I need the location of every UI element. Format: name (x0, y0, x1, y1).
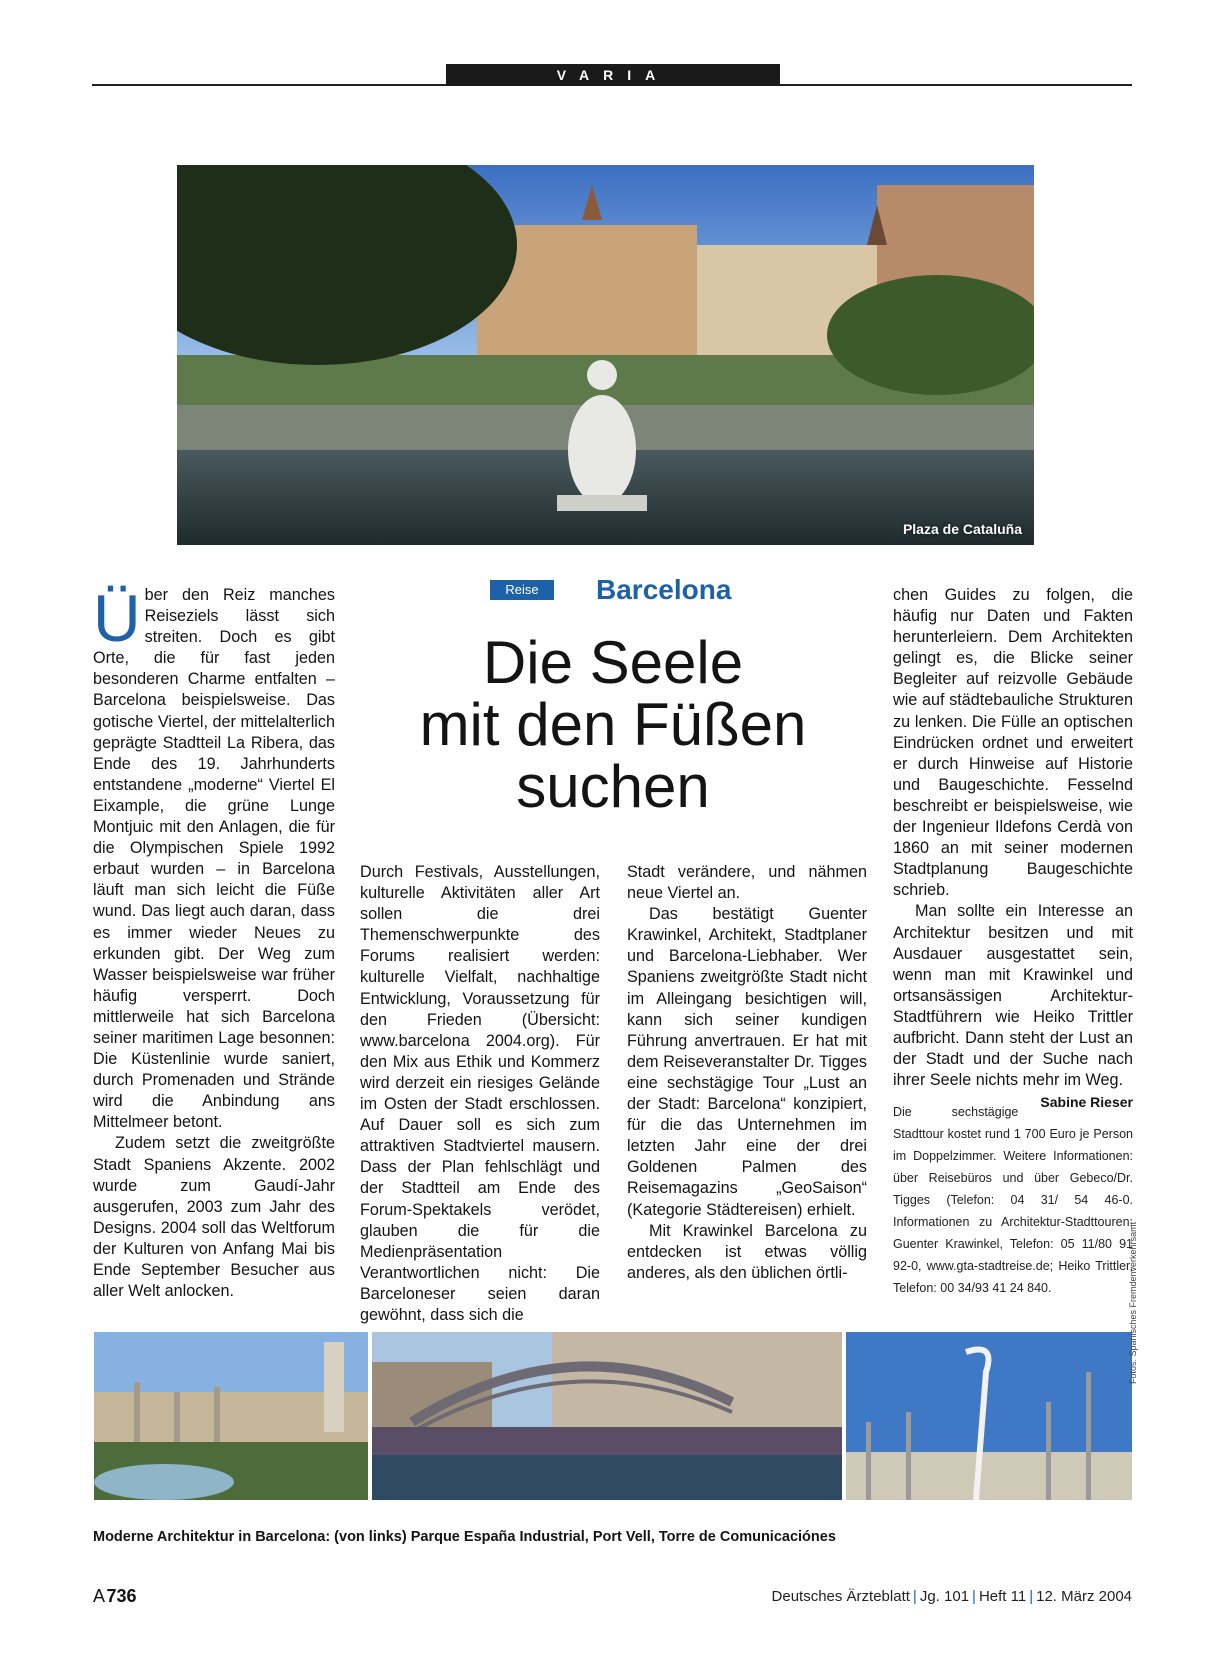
port-vell-illustration (372, 1332, 842, 1500)
paragraph: Mit Krawinkel Barcelona zu entdecken ist etwas völlig anderes, als den üblichen örtli- (627, 1221, 867, 1282)
article-column-3 (627, 862, 867, 1284)
page-prefix: A (93, 1586, 106, 1606)
journal-name: Deutsches Ärzteblatt (771, 1588, 910, 1605)
page-number (93, 1586, 137, 1607)
paragraph: chen Guides zu folgen, die häufig nur Daten und Fakten herunterleiern. Dem Architekten gelingt es, die Blicke seiner Begleiter auf reizvolle Gebäude wie auf städtebauliche Strukturen zu lenken. Die Fülle an optischen Eindrücken ordnet und erweitert er durch Hinweise auf Historie und Baugeschichte. Fesselnd beschreibt er beispielsweise, wie der Ingenieur Ildefons Cerdà von 1860 an mit seiner modernen Stadtplanung Baugeschichte schrieb. (893, 586, 1133, 900)
journal-issue: Heft 11 (978, 1588, 1027, 1605)
paragraph: Das bestätigt Guenter Krawinkel, Architekt, Stadtplaner und Barcelona-Liebhaber. Wer Spaniens zweitgrößte Stadt nicht im Alleingang besichtigen will, kann sich seiner kundigen Führung anvertrauen. Er hat mit dem Reiseveranstalter Dr. Tigges eine sechstägige Tour „Lust an der Stadt: Barcelona“ konzipiert, für die das Unternehmen im letzten Jahr eine der drei Goldenen Palmen des Reisemagazins „GeoSaison“ (Kategorie Städtereisen) erhielt. (627, 905, 867, 1219)
article-column-2 (360, 862, 600, 1326)
gallery-photo-torre (846, 1332, 1132, 1500)
torre-illustration (846, 1332, 1132, 1500)
headline (360, 629, 866, 820)
section-label: VARIA (446, 64, 780, 86)
article-column-4 (893, 585, 1133, 1299)
main-photo-caption: Plaza de Cataluña (902, 521, 1022, 537)
paragraph: ber den Reiz manches Reiseziels lässt sich streiten. Doch es gibt Orte, die für fast jeden besonderen Charme entfalten – Barcelona beispielsweise. Das gotische Viertel, der mittelalterlich geprägte Stadtteil La Ribera, das Ende des 19. Jahrhunderts entstandene „moderne“ Viertel El Eixample, die grüne Lunge Montjuic mit den Anlagen, die für die Olympischen Spiele 1992 erbaut wurden – in Barcelona läuft man sich leicht die Füße wund. Das liegt auch daran, dass es immer wieder Neues zu erkunden gibt. Der Weg zum Wasser beispielsweise war früher häufig versperrt. Doch mittlerweile hat sich Barcelona seiner maritimen Lage besonnen: Die Küstenlinie wurde saniert, durch Promenaden und Strände wird die Anbindung ans Mittelmeer betont. (93, 586, 335, 1132)
parque-illustration (94, 1332, 368, 1500)
headline-line: Die Seele (482, 629, 744, 696)
paragraph-text: Man sollte ein Interesse an Architektur besitzen und mit Ausdauer ausgestattet sein, wenn man mit Krawinkel und ortsansässigen Architektur-Stadtführern wie Heiko Trittler aufbricht. Dann steht der Lust an der Stadt und der Suche nach ihrer Seele nichts mehr im Weg. (893, 902, 1133, 1090)
headline-line: suchen (516, 753, 710, 820)
masthead: Deutsches Ärzteblatt | Jg. 101 | Heft 11 | 12. März 2004 (771, 1588, 1132, 1605)
journal-date: 12. März 2004 (1036, 1588, 1132, 1605)
info-box: Die sechstägige Stadttour kostet rund 1 700 Euro je Person im Doppelzimmer. Weitere Informationen: über Reisebüros und über Gebeco/Dr. Tigges (Telefon: 04 31/ 54 46-0. Informationen zu Architektur-Stadttouren: Guenter Krawinkel, Telefon: 05 11/80 91 92-0, www.gta-stadtreise.de; Heiko Trittler, Telefon: 00 34/93 41 24 840. (893, 1105, 1133, 1296)
photo-credit: Fotos: Spanisches Fremdenverkehrsamt (1128, 1221, 1138, 1384)
author-byline: Sabine Rieser (1040, 1094, 1133, 1111)
kicker-badge: Reise (490, 580, 554, 600)
paragraph: Stadt verändere, und nähmen neue Viertel an. (627, 863, 867, 903)
gallery-photo-port-vell (372, 1332, 842, 1500)
plaza-photo-illustration (177, 165, 1034, 545)
gallery-photo-parque (94, 1332, 368, 1500)
main-photo (177, 165, 1034, 545)
kicker-title: Barcelona (596, 574, 732, 605)
page-number-value: 736 (106, 1586, 137, 1606)
paragraph (893, 901, 1133, 1111)
headline-line: mit den Füßen (419, 691, 807, 758)
paragraph: Durch Festivals, Ausstellungen, kulturelle Aktivitäten aller Art sollen die drei Themenschwerpunkte des Forums realisiert werden: kulturelle Vielfalt, nachhaltige Entwicklung, Voraussetzung für den Frieden (Übersicht: www.barcelona 2004.org). Für den Mix aus Ethik und Kommerz wird derzeit ein riesiges Gelände im Osten der Stadt erschlossen. Auf Dauer soll es sich zum attraktiven Stadtviertel mausern. Dass der Plan fehlschlägt und der Stadtteil am Ende des Forum-Spektakels verödet, glauben die für die Medienpräsentation Verantwortlichen nicht: Die Barceloneser seien daran gewöhnt, dass sich die (360, 863, 600, 1324)
gallery-caption: Moderne Architektur in Barcelona: (von links) Parque España Industrial, Port Vell, Torre de Comunicaciónes (93, 1529, 836, 1545)
dropcap: Ü (93, 581, 141, 655)
article-column-1 (93, 581, 335, 1302)
journal-volume: Jg. 101 (919, 1588, 970, 1605)
paragraph: Zudem setzt die zweitgrößte Stadt Spaniens Akzente. 2002 wurde zum Gaudí-Jahr ausgerufen, 2003 zum Jahr des Designs. 2004 soll das Weltforum der Kulturen von Anfang Mai bis Ende September Besucher aus aller Welt anlocken. (93, 1134, 335, 1301)
